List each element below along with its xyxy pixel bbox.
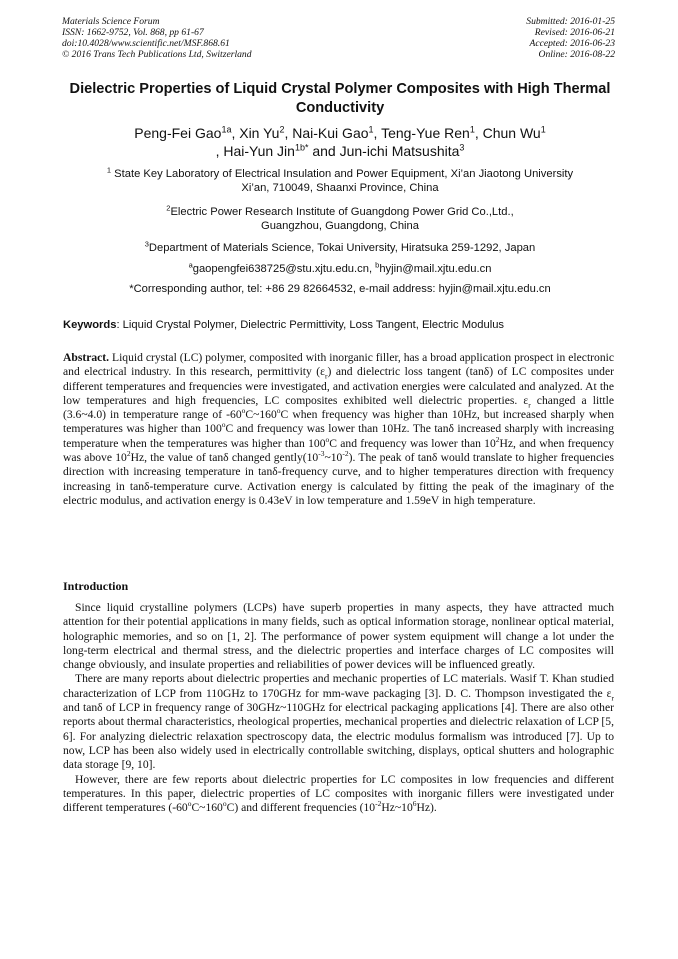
author-name: , Chun Wu	[474, 125, 541, 141]
issn: ISSN: 1662-9752, Vol. 868, pp 61-67	[62, 27, 204, 38]
author-affiliation-mark: 1a	[221, 124, 232, 135]
author-name: , Teng-Yue Ren	[373, 125, 470, 141]
affiliation-1	[60, 167, 620, 195]
author-name: and Jun-ichi Matsushita	[308, 143, 460, 159]
abstract-text: ) and dielectric loss tangent (tanδ) of LC composites under different temperatures and frequencies were investigated, and activation energies were calculated and analyzed. At the low temperatures and high frequencies, LC composites exhibited well dielectric properties. ε	[63, 365, 614, 407]
abstract-text: Hz, and when frequency was above 10	[63, 436, 615, 465]
author-name: , Xin Yu	[231, 125, 280, 141]
affiliation-number: 3	[144, 239, 149, 249]
superscript: o	[222, 799, 227, 809]
email-mark: b	[375, 260, 380, 270]
abstract-text: C~160	[245, 408, 277, 422]
superscript: -2	[375, 799, 382, 809]
affiliation-text: Guangzhou, Guangdong, China	[261, 220, 419, 232]
revised-date: Revised: 2016-06-21	[534, 27, 615, 38]
keywords-label: Keywords	[63, 319, 117, 331]
submitted-date: Submitted: 2016-01-25	[526, 16, 615, 27]
abstract-label: Abstract.	[63, 351, 110, 364]
affiliation-number: 2	[166, 203, 171, 213]
affiliation-text: Department of Materials Science, Tokai University, Hiratsuka 259-1292, Japan	[148, 242, 536, 254]
intro-paragraph-2	[63, 672, 614, 772]
abstract-text: changed a little (3.6~4.0) in temperature range of -60	[63, 393, 614, 422]
author-name: , Nai-Kui Gao	[284, 125, 369, 141]
superscript: 6	[412, 799, 417, 809]
superscript: o	[187, 799, 192, 809]
superscript: o	[276, 406, 281, 416]
affiliation-2	[60, 205, 620, 233]
introduction-heading: Introduction	[63, 579, 129, 593]
subscript: r	[325, 371, 328, 381]
author-affiliation-mark: 1	[368, 124, 374, 135]
author-affiliation-mark: 3	[459, 142, 465, 153]
superscript: o	[221, 420, 226, 430]
superscript: 2	[495, 434, 500, 444]
email-link[interactable]: gaopengfei638725@stu.xjtu.edu.cn	[192, 263, 369, 275]
introduction-body	[63, 601, 614, 815]
author-affiliation-mark: 2	[279, 124, 285, 135]
email-separator: ,	[368, 263, 376, 275]
abstract-text: C when frequency was higher than 10Hz, but increased sharply when temperatures was higher than 100	[63, 408, 614, 436]
intro-paragraph-3	[63, 773, 614, 816]
author-affiliation-mark: 1b*	[294, 142, 309, 153]
online-date: Online: 2016-08-22	[538, 49, 615, 60]
affiliation-text: Electric Power Research Institute of Guangdong Power Grid Co.,Ltd.,	[170, 206, 514, 218]
intro-text: and tanδ of LCP in frequency range of 30GHz~110GHz for electrical packaging applications [4]. There are also other reports about thermal characteristics, rheological properties, mechanical properties and dielectric relaxation of LCP [5, 6]. For analyzing dielectric relaxation spectroscopy data, the electric modulus formalism was introduced [7]. Up to now, LCP has been also widely used in electrically controllable switching, displays, optical shutters and holographic data storage [9, 10].	[63, 701, 614, 772]
affiliation-text: Xi’an, 710049, Shaanxi Province, China	[241, 182, 439, 194]
subscript: r	[611, 693, 614, 703]
copyright: © 2016 Trans Tech Publications Ltd, Switzerland	[62, 49, 252, 60]
abstract-text: ~10	[324, 451, 343, 465]
intro-text: There are many reports about dielectric properties and mechanic properties of LC materials. Wasif T. Khan studied characterization of LCP from 110GHz to 170GHz for mm-wave packaging [3]. D. C. Thompson investigated the ε	[63, 672, 614, 700]
superscript: -3	[318, 449, 325, 459]
intro-text: Hz~10	[381, 801, 413, 815]
superscript: 2	[126, 449, 131, 459]
paper-title: Dielectric Properties of Liquid Crystal Polymer Composites with High Thermal Conductivity	[69, 81, 611, 116]
intro-text: C) and different frequencies (10	[226, 801, 376, 815]
doi: doi:10.4028/www.scientific.net/MSF.868.61	[62, 38, 230, 49]
subscript: r	[528, 400, 531, 410]
superscript: o	[241, 406, 246, 416]
abstract-text: C and frequency was lower than 10	[329, 436, 496, 450]
abstract-text: Liquid crystal (LC) polymer, composited with inorganic filler, has a broad application prospect in electronic and electrical industry. In this research, permittivity (ε	[63, 351, 614, 379]
accepted-date: Accepted: 2016-06-23	[529, 38, 615, 49]
author-list	[60, 124, 620, 160]
intro-text: Hz).	[416, 801, 437, 815]
email-mark: a	[188, 260, 193, 270]
author-name: Peng-Fei Gao	[134, 125, 222, 141]
author-emails	[60, 262, 620, 276]
intro-text: C~160	[191, 801, 223, 815]
journal-header-left	[62, 16, 252, 60]
abstract-paragraph	[63, 351, 614, 508]
journal-name: Materials Science Forum	[62, 16, 160, 27]
abstract-text: C and frequency was lower than 10Hz. The tanδ increased sharply with increasing temperature when the temperatures was higher than 100	[63, 422, 614, 450]
keywords-text: : Liquid Crystal Polymer, Dielectric Permittivity, Loss Tangent, Electric Modulus	[116, 319, 505, 331]
author-affiliation-mark: 1	[540, 124, 546, 135]
affiliation-number: 1	[106, 165, 112, 175]
journal-header-right	[526, 16, 615, 60]
intro-paragraph-1: Since liquid crystalline polymers (LCPs) have superb properties in many aspects, they have attracted much attention for their potential applications in many fields, such as optical information storage, nonlinear optical material, holographic memories, and so on [1, 2]. The performance of power system equipment will change a lot under the long-term electrical and thermal stress, and the dielectric properties and interface charges of LC composites will change obviously, and insulate properties and reliabilities of power devices will be influenced greatly.	[63, 601, 614, 672]
superscript: -2	[342, 449, 349, 459]
author-name: , Hai-Yun Jin	[215, 143, 295, 159]
abstract	[63, 351, 614, 508]
abstract-text: Hz, the value of tanδ changed gently(10	[130, 451, 319, 465]
intro-text: However, there are few reports about dielectric properties for LC composites in low frequencies and different temperatures. In this paper, dielectric properties of LC composites with inorganic fillers were investigated under different temperatures (-60	[63, 772, 614, 815]
corresponding-author: *Corresponding author, tel: +86 29 82664532, e-mail address: hyjin@mail.xjtu.edu.cn	[129, 283, 551, 295]
abstract-text: ). The peak of tanδ would translate to higher frequencies direction with increasing temperature in tanδ-frequency curve, and to higher temperatures direction with frequency increasing in tanδ-temperature curve. Activation energy is calculated by fitting the peak of the imaginary of the electric modulus, and activation energy is 0.43eV in low temperature and 1.59eV in high temperature.	[63, 451, 615, 507]
affiliation-text: State Key Laboratory of Electrical Insulation and Power Equipment, Xi’an Jiaotong University	[114, 168, 574, 180]
affiliation-3	[60, 241, 620, 255]
keywords	[63, 319, 504, 331]
superscript: o	[325, 434, 330, 444]
email-link[interactable]: hyjin@mail.xjtu.edu.cn	[379, 263, 492, 275]
author-affiliation-mark: 1	[469, 124, 475, 135]
